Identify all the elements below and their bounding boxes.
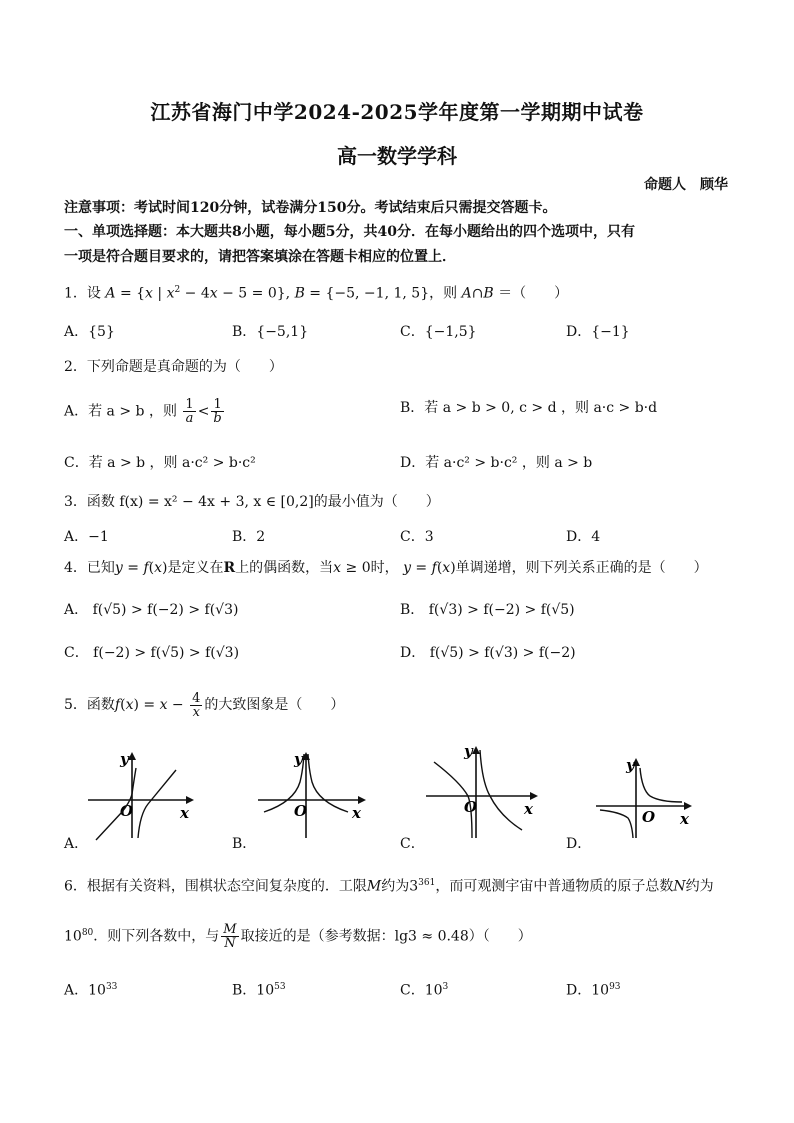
question-3: 3．函数 f(x) = x² − 4x + 3, x ∈ [0,2]的最小值为（ ） <box>64 494 440 510</box>
q1-option-c: C．{−1,5} <box>400 324 477 340</box>
svg-text:x: x <box>180 804 189 822</box>
svg-text:O: O <box>120 802 134 820</box>
exam-subtitle: 高一数学学科 <box>337 144 457 168</box>
section-heading-line1: 一、单项选择题：本大题共8小题，每小题5分，共40分．在每小题给出的四个选项中，只有 <box>64 224 635 240</box>
svg-text:x: x <box>524 800 533 818</box>
notice: 注意事项：考试时间120分钟，试卷满分150分。考试结束后只需提交答题卡。 <box>64 200 557 216</box>
graph-b <box>256 742 368 842</box>
svg-text:y: y <box>294 750 303 768</box>
q4-option-b: B． f(√3) > f(−2) > f(√5) <box>400 602 575 618</box>
svg-text:O: O <box>464 798 478 816</box>
author-line: 命题人 顾华 <box>644 177 728 193</box>
svg-text:x: x <box>680 810 689 828</box>
question-6-line1: 6．根据有关资料，围棋状态空间复杂度的．工限M约为$3^{361}$，而可观测宇宙中普通物质的原子总数N约为 <box>64 878 714 895</box>
q3-option-d: D．4 <box>566 529 601 545</box>
q1-option-a: A．{5} <box>64 324 115 340</box>
question-1: 1．设 A = {x | $x^2 - 4x - 5 = 0$}, B = {−5, −1, 1, 5}，则 A∩B ＝（ ） <box>64 285 569 302</box>
svg-text:x: x <box>352 804 361 822</box>
question-6-line2: $10^{80}$．则下列各数中，与 $\frac{M}{N}$ 取接近的是（参考数据：lg3 ≈ 0.48）（ ） <box>64 922 532 952</box>
q2-option-a: A．若 a > b ，则 $\frac{1}{a}$ < $\frac{1}{b}$ <box>64 397 222 426</box>
svg-text:O: O <box>294 802 308 820</box>
q2-option-b: B．若 a > b > 0, c > d ，则 a·c > b·d <box>400 400 658 416</box>
q2-option-d: D．若 a·c² > b·c² ，则 a > b <box>400 455 593 471</box>
q1-option-b: B．{−5,1} <box>232 324 309 340</box>
svg-text:O: O <box>642 808 656 826</box>
graph-c <box>424 742 544 842</box>
graph-a <box>86 742 196 842</box>
exam-title: 江苏省海门中学2024-2025学年度第一学期期中试卷 <box>150 100 644 124</box>
q4-option-a: A． f(√5) > f(−2) > f(√3) <box>64 602 239 618</box>
q4-option-c: C． f(−2) > f(√5) > f(√3) <box>64 645 240 661</box>
q2-option-c: C．若 a > b ，则 a·c² > b·c² <box>64 455 256 471</box>
question-2: 2．下列命题是真命题的为（ ） <box>64 359 283 375</box>
q3-option-a: A．−1 <box>64 529 109 545</box>
q5-option-b: B． <box>232 836 257 852</box>
q6-option-a: A．$10^{33}$ <box>64 982 118 999</box>
question-4: 4．已知y = f(x)是定义在R上的偶函数，当x ≥ 0时， y = f(x)单调递增，则下列关系正确的是（ ） <box>64 560 708 576</box>
graph-d <box>594 742 700 842</box>
q6-option-c: C．$10^3$ <box>400 982 449 999</box>
q3-option-c: C．3 <box>400 529 434 545</box>
q6-option-b: B．$10^{53}$ <box>232 982 286 999</box>
section-heading-line2: 一项是符合题目要求的，请把答案填涂在答题卡相应的位置上． <box>64 249 456 265</box>
question-5: 5．函数f(x) = x − $\frac{4}{x}$ 的大致图象是（ ） <box>64 690 345 720</box>
q6-option-d: D．$10^{93}$ <box>566 982 621 999</box>
svg-text:y: y <box>120 750 129 768</box>
q3-option-b: B．2 <box>232 529 266 545</box>
q4-option-d: D． f(√5) > f(√3) > f(−2) <box>400 645 576 661</box>
svg-text:y: y <box>464 742 473 760</box>
q1-option-d: D．{−1} <box>566 324 630 340</box>
q5-option-a: A． <box>64 836 89 852</box>
svg-text:y: y <box>626 756 635 774</box>
q5-option-d: D． <box>566 836 592 852</box>
q5-option-c: C． <box>400 836 425 852</box>
